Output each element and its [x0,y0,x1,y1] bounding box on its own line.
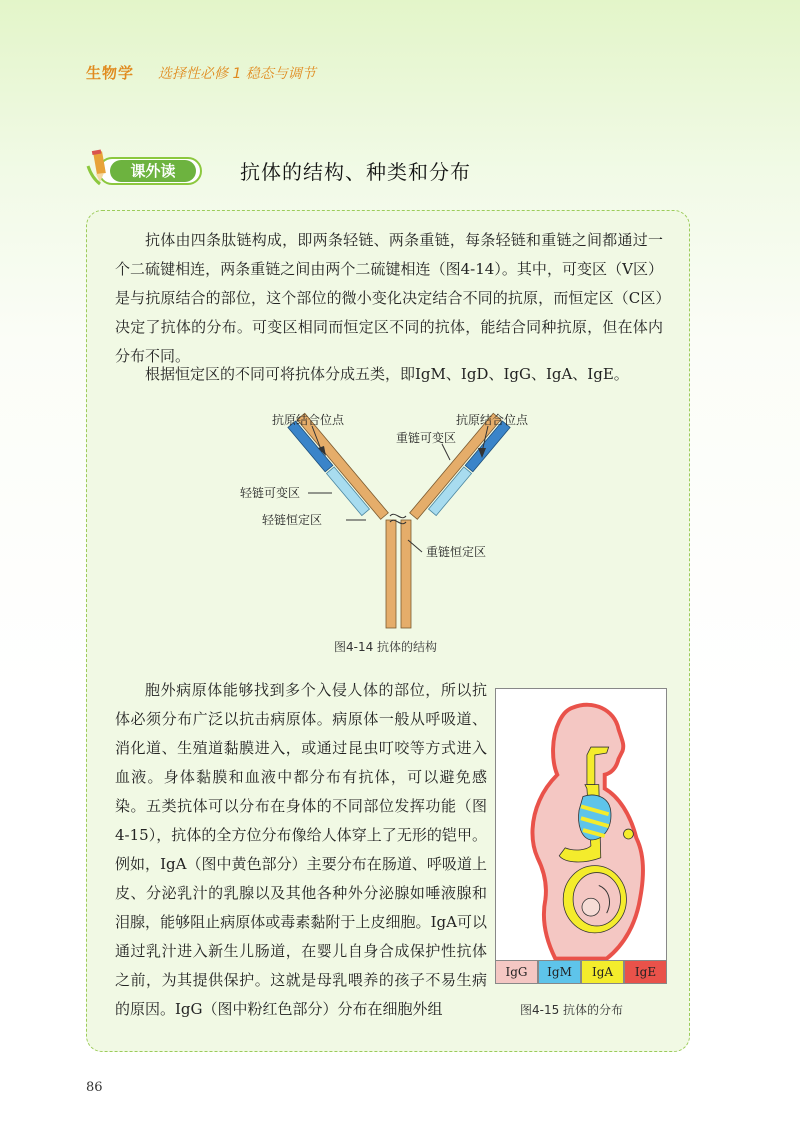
antibody-distribution-figure [495,688,667,984]
label-antigen-site-right: 抗原结合位点 [456,413,529,427]
figure-4-15-caption: 图4-15 抗体的分布 [520,1003,624,1017]
label-antigen-site-left: 抗原结合位点 [272,413,345,427]
label-light-variable: 轻链可变区 [240,486,301,500]
paragraph-classes: 根据恒定区的不同可将抗体分成五类，即IgM、IgD、IgG、IgA、IgE。 [145,365,629,383]
label-heavy-variable: 重链可变区 [396,431,457,445]
badge-label: 课外读 [110,160,196,182]
antibody-structure-diagram [220,400,580,630]
section-title: 抗体的结构、种类和分布 [240,160,471,184]
running-header-book: 选择性必修 1 稳态与调节 [158,66,316,82]
section-badge [86,148,204,188]
paragraph-structure: 抗体由四条肽链构成，即两条轻链、两条重链，每条轻链和重链之间都通过一个二硫键相连，两条重链之间由两个二硫键相连（图4-14）。其中，可变区（V区）是与抗原结合的部位，这个部位的微小变化决定结合不同的抗原，而恒定区（C区）决定了抗体的分布。可变区相同而恒定区不同的抗体，能结合同种抗原，但在体内分布不同。 [115,231,663,365]
page-number: 86 [86,1080,103,1095]
figure-legend [495,960,667,984]
legend-igg: IgG [495,960,538,984]
label-light-constant: 轻链恒定区 [262,513,323,527]
figure-4-14-caption: 图4-14 抗体的结构 [334,640,438,654]
legend-ige: IgE [624,960,667,984]
pencil-icon [86,148,112,188]
running-header-subject: 生物学 [86,64,135,82]
paragraph-distribution: 胞外病原体能够找到多个入侵人体的部位，所以抗体必须分布广泛以抗击病原体。病原体一般从呼吸道、消化道、生殖道黏膜进入，或通过昆虫叮咬等方式进入血液。身体黏膜和血液中都分布有抗体，可以避免感染。五类抗体可以分布在身体的不同部位发挥功能（图4-15），抗体的全方位分布像给人体穿上了无形的铠甲。例如，IgA（图中黄色部分）主要分布在肠道、呼吸道上皮、分泌乳汁的乳腺以及其他各种外分泌腺如唾液腺和泪腺，能够阻止病原体或毒素黏附于上皮细胞。IgA可以通过乳汁进入新生儿肠道，在婴儿自身合成保护性抗体之前，为其提供保护。这就是母乳喂养的孩子不易生病的原因。IgG（图中粉红色部分）分布在细胞外组 [115,681,487,1018]
legend-iga: IgA [581,960,624,984]
legend-igm: IgM [538,960,581,984]
label-heavy-constant: 重链恒定区 [426,545,487,559]
